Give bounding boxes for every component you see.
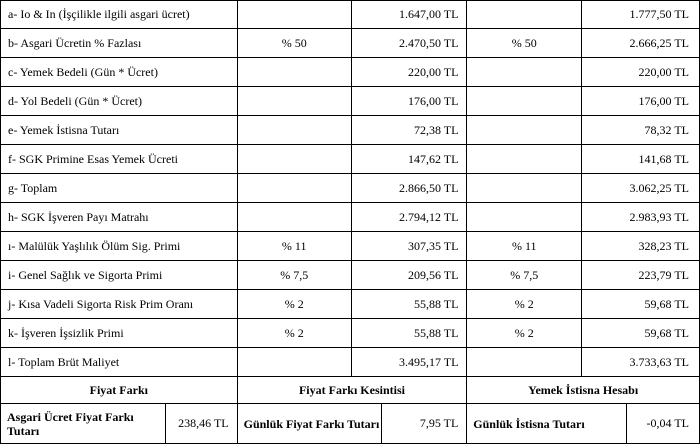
row-amount-2: 59,68 TL (582, 319, 700, 348)
row-rate-1: % 2 (237, 319, 351, 348)
gunluk-fiyat-farki-value: 7,95 TL (382, 404, 467, 444)
row-rate-2 (467, 87, 582, 116)
row-label: b- Asgari Ücretin % Fazlası (1, 29, 238, 58)
row-amount-2: 328,23 TL (582, 232, 700, 261)
row-amount-2: 59,68 TL (582, 290, 700, 319)
row-label: e- Yemek İstisna Tutarı (1, 116, 238, 145)
row-rate-2 (467, 58, 582, 87)
row-rate-1 (237, 87, 351, 116)
header-fiyat-farki-kesintisi: Fiyat Farkı Kesintisi (237, 377, 467, 404)
row-amount-1: 3.495,17 TL (351, 348, 467, 377)
summary-table (0, 376, 700, 444)
row-label: l- Toplam Brüt Maliyet (1, 348, 238, 377)
row-amount-1: 55,88 TL (351, 290, 467, 319)
row-label: a- Io & In (İşçilikle ilgili asgari ücret) (1, 1, 238, 29)
row-rate-2: % 50 (467, 29, 582, 58)
row-label: g- Toplam (1, 174, 238, 203)
row-label: ı- Malülük Yaşlılık Ölüm Sig. Primi (1, 232, 238, 261)
row-amount-2: 3.062,25 TL (582, 174, 700, 203)
row-rate-1 (237, 348, 351, 377)
row-rate-2: % 2 (467, 319, 582, 348)
row-amount-2: 2.666,25 TL (582, 29, 700, 58)
row-rate-2 (467, 116, 582, 145)
gunluk-fiyat-farki-label: Günlük Fiyat Farkı Tutarı (237, 404, 382, 444)
row-label: h- SGK İşveren Payı Matrahı (1, 203, 238, 232)
cost-row (1, 87, 700, 116)
row-amount-2: 220,00 TL (582, 58, 700, 87)
cost-row (1, 319, 700, 348)
gunluk-istisna-value: -0,04 TL (627, 404, 700, 444)
row-amount-1: 147,62 TL (351, 145, 467, 174)
row-label: d- Yol Bedeli (Gün * Ücret) (1, 87, 238, 116)
asgari-ucret-fiyat-farki-label: Asgari Ücret Fiyat Farkı Tutarı (1, 404, 166, 444)
row-rate-1 (237, 145, 351, 174)
row-amount-1: 307,35 TL (351, 232, 467, 261)
row-rate-1 (237, 58, 351, 87)
row-rate-1 (237, 203, 351, 232)
row-label: i- Genel Sağlık ve Sigorta Primi (1, 261, 238, 290)
row-rate-2: % 11 (467, 232, 582, 261)
row-amount-2: 223,79 TL (582, 261, 700, 290)
row-rate-1 (237, 174, 351, 203)
row-amount-1: 55,88 TL (351, 319, 467, 348)
cost-row (1, 58, 700, 87)
cost-row (1, 290, 700, 319)
row-rate-2 (467, 145, 582, 174)
row-amount-2: 176,00 TL (582, 87, 700, 116)
row-label: j- Kısa Vadeli Sigorta Risk Prim Oranı (1, 290, 238, 319)
row-label: k- İşveren İşsizlik Primi (1, 319, 238, 348)
gunluk-istisna-label: Günlük İstisna Tutarı (467, 404, 627, 444)
row-label: f- SGK Primine Esas Yemek Ücreti (1, 145, 238, 174)
header-yemek-istisna-hesabi: Yemek İstisna Hesabı (467, 377, 700, 404)
header-fiyat-farki: Fiyat Farkı (1, 377, 238, 404)
cost-row (1, 1, 700, 29)
cost-row (1, 116, 700, 145)
row-amount-2: 78,32 TL (582, 116, 700, 145)
row-amount-1: 176,00 TL (351, 87, 467, 116)
row-rate-1: % 7,5 (237, 261, 351, 290)
row-amount-1: 2.866,50 TL (351, 174, 467, 203)
row-amount-2: 141,68 TL (582, 145, 700, 174)
cost-row (1, 261, 700, 290)
row-rate-2: % 7,5 (467, 261, 582, 290)
row-amount-1: 209,56 TL (351, 261, 467, 290)
row-rate-2 (467, 348, 582, 377)
cost-row (1, 174, 700, 203)
row-amount-1: 220,00 TL (351, 58, 467, 87)
row-rate-2 (467, 174, 582, 203)
row-amount-1: 72,38 TL (351, 116, 467, 145)
cost-row (1, 145, 700, 174)
row-amount-1: 1.647,00 TL (351, 1, 467, 29)
row-rate-2: % 2 (467, 290, 582, 319)
row-rate-1: % 2 (237, 290, 351, 319)
row-amount-1: 2.794,12 TL (351, 203, 467, 232)
row-rate-1: % 50 (237, 29, 351, 58)
asgari-ucret-fiyat-farki-value: 238,46 TL (165, 404, 237, 444)
row-rate-1 (237, 116, 351, 145)
cost-row (1, 348, 700, 377)
row-rate-1 (237, 1, 351, 29)
cost-row (1, 203, 700, 232)
row-amount-1: 2.470,50 TL (351, 29, 467, 58)
cost-row (1, 29, 700, 58)
row-label: c- Yemek Bedeli (Gün * Ücret) (1, 58, 238, 87)
row-amount-2: 2.983,93 TL (582, 203, 700, 232)
row-amount-2: 3.733,63 TL (582, 348, 700, 377)
row-amount-2: 1.777,50 TL (582, 1, 700, 29)
row-rate-2 (467, 203, 582, 232)
row-rate-2 (467, 1, 582, 29)
cost-row (1, 232, 700, 261)
row-rate-1: % 11 (237, 232, 351, 261)
